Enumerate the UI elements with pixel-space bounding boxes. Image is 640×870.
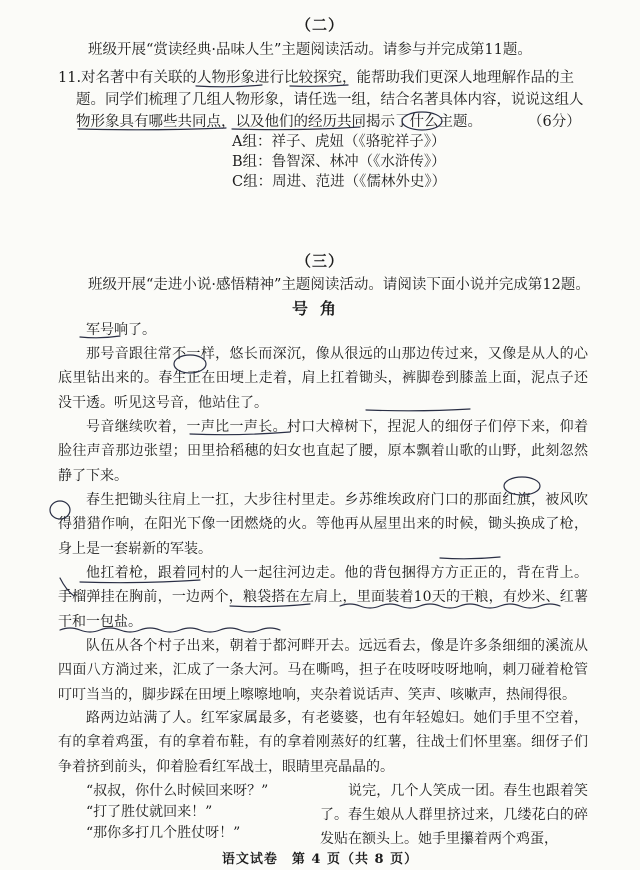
story-paragraph-2: 那号音跟往常不一样，悠长而深沉，像从很远的山那边传过来，又像是从人的心底里钻出来的。春生正在田埂上走着，肩上扛着锄头，裤脚卷到膝盖上面，泥点子还没干透。听见这号音，他站住了。: [58, 346, 588, 411]
story-paragraph-6: 队伍从各个村子出来，朝着于都河畔开去。远远看去，像是许多条细细的溪流从四面八方淌过来，汇成了一条大河。马在嘶鸣，担子在吱呀吱呀地响，刺刀碰着枪管叮叮当当的，脚步踩在田埂上嚓嚓地响，夹杂着说话声、笑声、咳嗽声，热闹得很。: [58, 638, 588, 703]
story-paragraph-3: 号音继续吹着，一声比一声长。村口大樟树下，捏泥人的细伢子们停下来，仰着脸往声音那边张望；田里拾稻穗的妇女也直起了腰，原本飘着山歌的山野，此刻忽然静了下来。: [58, 419, 588, 484]
story-paragraph-7: 路两边站满了人。红军家属最多，有老婆婆，也有年轻媳妇。她们手里不空着，有的拿着鸡蛋，有的拿着布鞋，有的拿着刚蒸好的红薯，往战士们怀里塞。细伢子们争着挤到前头，仰着脸看红军战士，眼睛里亮晶晶的。: [58, 710, 588, 775]
story-dialogue-2: “打了胜仗就回来！”: [86, 804, 213, 820]
page-footer: 语文试卷 第 4 页（共 8 页）: [221, 852, 419, 867]
story-dialogue-1: “叔叔，你什么时候回来呀？”: [86, 783, 269, 799]
section-2-heading: （二）: [295, 16, 344, 34]
group-b: B组：鲁智深、林冲（《水浒传》）: [232, 154, 446, 170]
section-2-intro: 班级开展“赏读经典·品味人生”主题阅读活动。请参与并完成第11题。: [88, 42, 532, 58]
story-paragraph-1: 军号响了。: [86, 322, 156, 338]
group-a: A组：祥子、虎妞（《骆驼祥子》）: [232, 134, 446, 150]
question-11-line-3: 物形象具有哪些共同点，以及他们的经历共同揭示了什么主题。: [76, 114, 482, 130]
question-11-points: （6分）: [528, 114, 581, 130]
story-paragraph-5: 他扛着枪，跟着同村的人一起往河边走。他的背包捆得方方正正的，背在背上。手榴弹挂在胸前，一边两个，粮袋搭在左肩上，里面装着10天的干粮，有炒米、红薯干和一包盐。: [58, 565, 588, 630]
story-dialogue-3: “那你多打几个胜仗呀！”: [86, 825, 241, 841]
story-paragraph-9: 春生娘从人群里挤过来，几缕花白的碎发贴在额头上。她手里攥着两个鸡蛋，: [320, 807, 588, 848]
story-title: 号角: [291, 299, 348, 318]
question-11-line-1: 11.对名著中有关联的人物形象进行比较探究，能帮助我们更深人地理解作品的主: [58, 70, 575, 86]
group-c: C组：周进、范进（《儒林外史》）: [232, 174, 447, 190]
question-11-line-2: 题。同学们梳理了几组人物形象，请任选一组，结合名著具体内容，说说这组人: [76, 92, 584, 108]
section-3-heading: （三）: [295, 252, 344, 270]
story-paragraph-4: 春生把锄头往肩上一扛，大步往村里走。乡苏维埃政府门口的那面红旗，被风吹得猎猎作响，在阳光下像一团燃烧的火。等他再从屋里出来的时候，锄头换成了枪，身上是一套崭新的军装。: [58, 492, 588, 557]
story-paragraph-8: 说完，几个人笑成一团。春生也跟着笑了。: [320, 783, 588, 824]
section-3-intro: 班级开展“走进小说·感悟精神”主题阅读活动。请阅读下面小说并完成第12题。: [88, 277, 590, 293]
